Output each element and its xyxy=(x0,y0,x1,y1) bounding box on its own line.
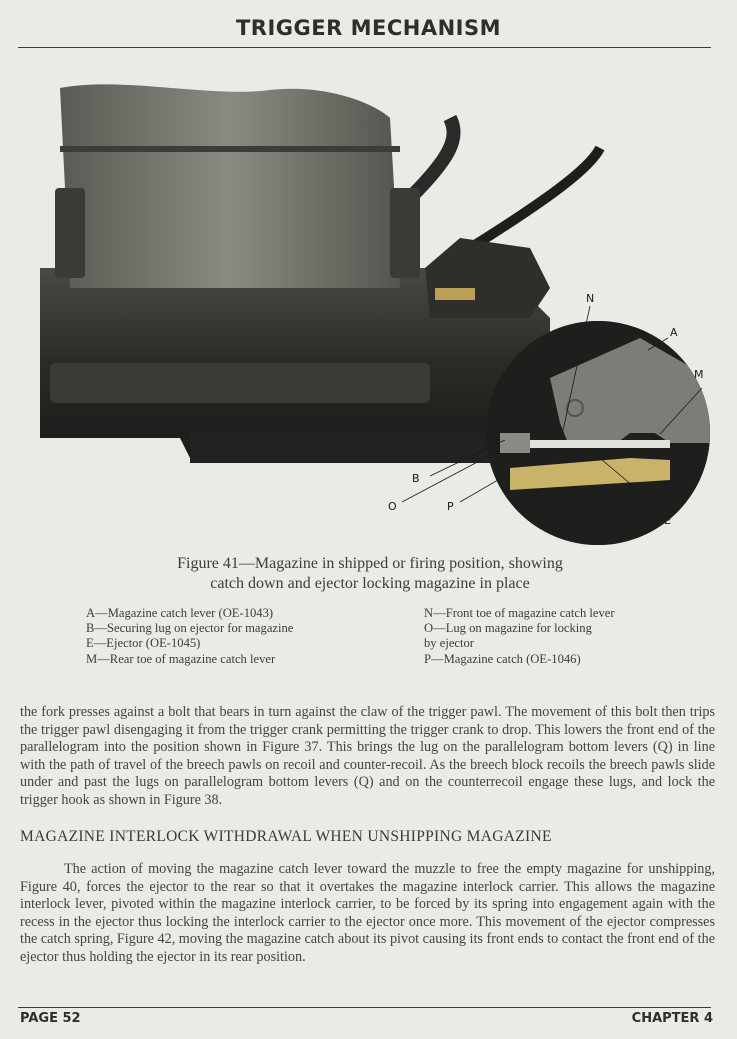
legend-item-n: N—Front toe of magazine catch lever xyxy=(424,606,615,620)
body-paragraph-1: the fork presses against a bolt that bears in turn against the claw of the trigger pawl. The movement of this bolt then trips the trigger pawl disengaging it from the trigger crank permitting the trigger crank to drop. This lowers the front end of the parallelogram into the position shown in Figure 37. This brings the lug on the parallelogram bottom levers (Q) in line with the path of travel of the breech pawls on recoil and counter-recoil. As the breech block recoils the breech pawls slide under and past the lugs on parallelogram bottom levers (Q) and on the counterrecoil engage these lugs, and lock the trigger hook as shown in Figure 38. xyxy=(20,704,715,808)
figure-legend-right xyxy=(424,606,704,667)
body-paragraph-2: The action of moving the magazine catch lever toward the muzzle to free the empty magazine for unshipping, Figure 40, forces the ejector to the rear so that it overtakes the magazine interlock carrier. This allows the magazine interlock lever, pivoted within the magazine interlock carrier, to be forced by its spring into engagement again with the recess in the ejector thus locking the interlock carrier to the ejector once more. This movement of the ejector compresses the catch spring, Figure 42, moving the magazine catch about its pivot causing its front ends to contact the front end of the ejector thus holding the ejector in its rear position. xyxy=(20,861,716,965)
callout-m: M xyxy=(694,368,704,381)
callout-b: B xyxy=(412,472,420,485)
callout-e: E xyxy=(664,514,671,527)
page-title: TRIGGER MECHANISM xyxy=(235,16,501,40)
legend-item-b: B—Securing lug on ejector for magazine xyxy=(86,621,294,636)
legend-item-e: E—Ejector (OE-1045) xyxy=(86,636,201,651)
header-rule xyxy=(18,47,711,48)
figure-caption xyxy=(120,554,620,594)
page-number: PAGE 52 xyxy=(20,1011,81,1026)
callout-n: N xyxy=(586,292,595,305)
figure-legend-left xyxy=(86,606,386,667)
callout-o: O xyxy=(388,500,397,513)
section-heading: MAGAZINE INTERLOCK WITHDRAWAL WHEN UNSHIPPING MAGAZINE xyxy=(20,828,552,845)
legend-item-m: M—Rear toe of magazine catch lever xyxy=(86,651,276,666)
callout-p: P xyxy=(447,500,454,513)
chapter-label: CHAPTER 4 xyxy=(631,1011,713,1026)
callout-a: A xyxy=(670,326,678,339)
legend-item-o: O—Lug on magazine for locking by ejector xyxy=(424,621,592,651)
caption-line-2: catch down and ejector locking magazine in place xyxy=(210,575,530,592)
legend-item-p: P—Magazine catch (OE-1046) xyxy=(424,651,581,666)
footer-rule xyxy=(18,1007,711,1008)
legend-item-a: A—Magazine catch lever (OE-1043) xyxy=(86,606,274,620)
figure-41-photo xyxy=(30,78,710,548)
caption-line-1: Figure 41—Magazine in shipped or firing position, showing xyxy=(177,555,563,572)
